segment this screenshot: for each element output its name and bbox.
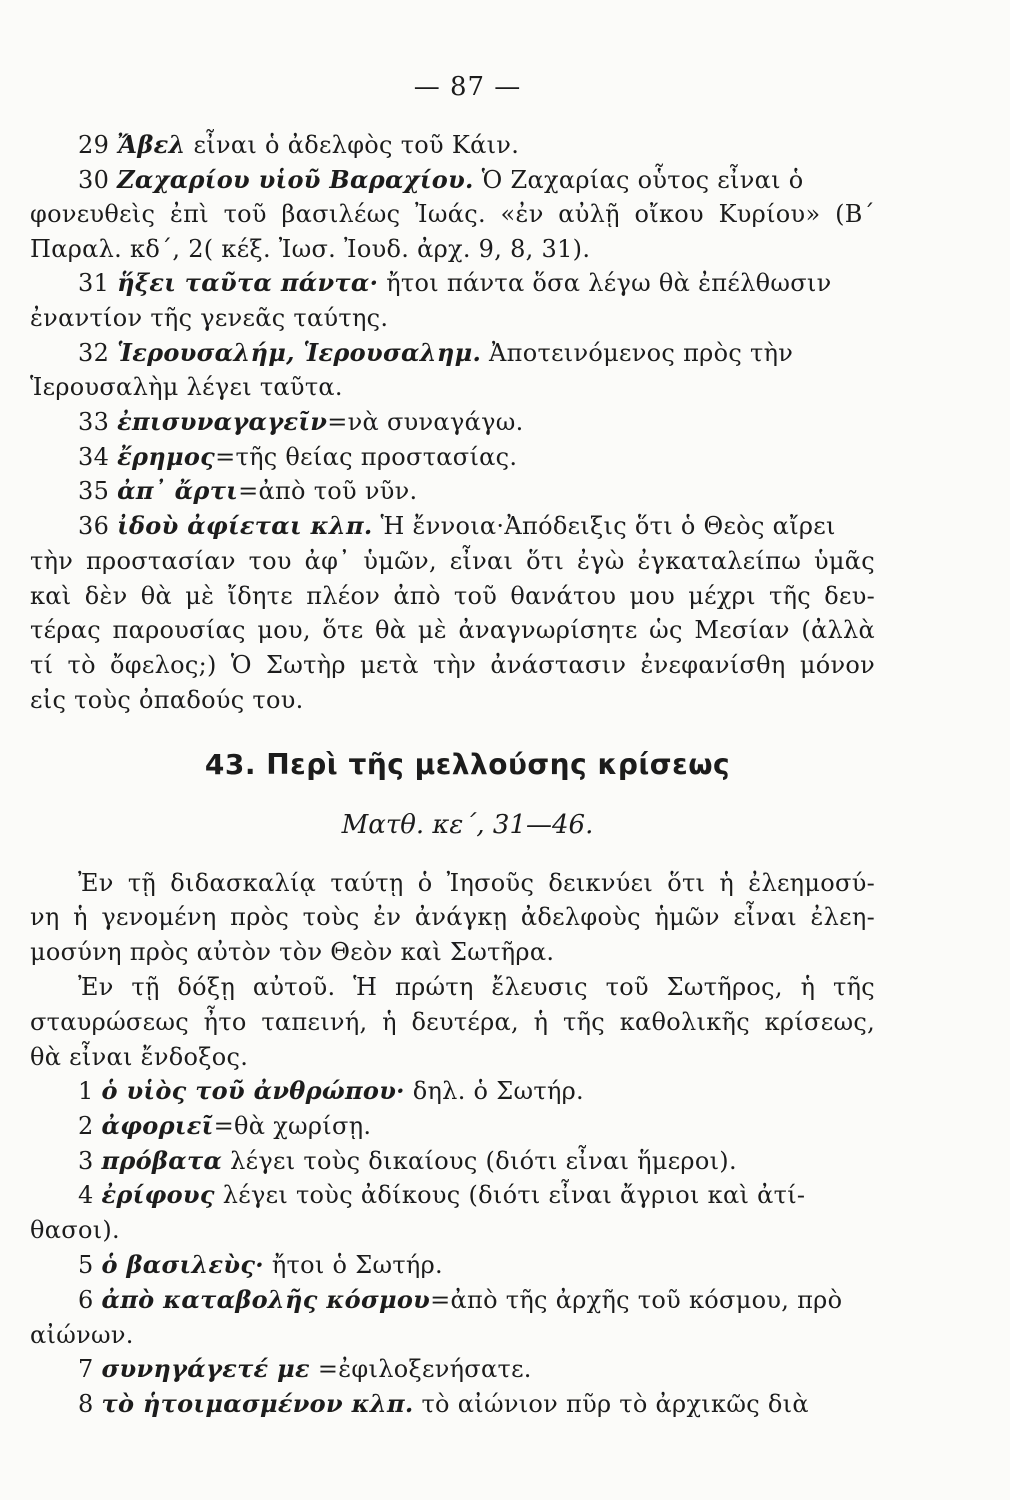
note-line: 5 ὁ βασιλεὺς· ἤτοι ὁ Σωτήρ. [78,1250,443,1279]
note-line: 2 ἀφοριεῖ=θὰ χωρίσῃ. [78,1111,372,1140]
paragraph-line: θὰ εἶναι ἔνδοξος. [30,1043,249,1071]
note-line: 36 ἰδοὺ ἀφίεται κλπ. Ἡ ἔννοια·Ἀπόδειξις ὅτι ὁ Θεὸς αἴρει [78,511,836,540]
note-line: Παραλ. κδ´, 2( κέξ. Ἰωσ. Ἰουδ. ἀρχ. 9, 8, 31). [30,235,591,263]
note-line: ἐναντίον τῆς γενεᾶς ταύτης. [30,304,389,332]
page-number: — 87 — [413,72,522,102]
note-line: τί τὸ ὄφελος;) Ὁ Σωτὴρ μετὰ τὴν ἀνάστασιν ἐνεφανίσθη μόνον [30,651,875,679]
note-line: τέρας παρουσίας μου, ὅτε θὰ μὲ ἀναγνωρίσητε ὡς Μεσίαν (ἀλλὰ [30,616,875,644]
note-line: 4 ἐρίφους λέγει τοὺς ἀδίκους (διότι εἶναι ἄγριοι καὶ ἀτί- [78,1180,806,1209]
note-line: 31 ἥξει ταῦτα πάντα· ἤτοι πάντα ὅσα λέγω θὰ ἐπέλθωσιν [78,268,832,297]
note-line: 6 ἀπὸ καταβολῆς κόσμου=ἀπὸ τῆς ἀρχῆς τοῦ κόσμου, πρὸ [78,1285,843,1314]
note-line: 7 συνηγάγετέ με =ἐφιλοξενήσατε. [78,1354,532,1383]
note-line: 30 Ζαχαρίου υἱοῦ Βαραχίου. Ὁ Ζαχαρίας οὗτος εἶναι ὁ [78,165,804,194]
paragraph-line: μοσύνη πρὸς αὐτὸν τὸν Θεὸν καὶ Σωτῆρα. [30,938,555,966]
note-line: θασοι). [30,1216,120,1244]
note-line: 34 ἔρημος=τῆς θείας προστασίας. [78,442,518,471]
note-line: τὴν προστασίαν του ἀφ᾽ ὑμῶν, εἶναι ὅτι ἐγὼ ἐγκαταλείπω ὑμᾶς [30,547,875,575]
section-heading: 43. Περὶ τῆς μελλούσης κρίσεως [204,748,731,781]
note-line: 33 ἐπισυναγαγεῖν=νὰ συναγάγω. [78,407,524,436]
note-line: φονευθεὶς ἐπὶ τοῦ βασιλέως Ἰωάς. «ἐν αὐλῇ οἴκου Κυρίου» (Β´ [30,200,875,228]
note-line: 1 ὁ υἱὸς τοῦ ἀνθρώπου· δηλ. ὁ Σωτήρ. [78,1076,584,1105]
note-line: Ἱερουσαλὴμ λέγει ταῦτα. [30,373,343,401]
note-line: εἰς τοὺς ὀπαδούς του. [30,686,304,714]
note-line: 29 Ἄβελ εἶναι ὁ ἀδελφὸς τοῦ Κάιν. [78,130,520,159]
paragraph-line: σταυρώσεως ἦτο ταπεινή, ἡ δευτέρα, ἡ τῆς καθολικῆς κρίσεως, [30,1008,875,1036]
note-line: αἰώνων. [30,1321,134,1349]
paragraph-line: Ἐν τῇ δόξῃ αὐτοῦ. Ἡ πρώτη ἔλευσις τοῦ Σωτῆρος, ἡ τῆς [78,973,875,1001]
scripture-reference: Ματθ. κε´, 31—46. [341,810,594,840]
note-line: 35 ἀπ᾽ ἄρτι=ἀπὸ τοῦ νῦν. [78,476,418,505]
note-line: 8 τὸ ἡτοιμασμένον κλπ. τὸ αἰώνιον πῦρ τὸ ἀρχικῶς διὰ [78,1389,809,1418]
note-line: καὶ δὲν θὰ μὲ ἴδητε πλέον ἀπὸ τοῦ θανάτου μου μέχρι τῆς δευ- [30,582,875,610]
note-line: 32 Ἱερουσαλήμ, Ἱερουσαλημ. Ἀποτεινόμενος πρὸς τὴν [78,338,794,367]
paragraph-line: νη ἡ γενομένη πρὸς τοὺς ἐν ἀνάγκῃ ἀδελφοὺς ἡμῶν εἶναι ἐλεη- [30,903,875,931]
note-line: 3 πρόβατα λέγει τοὺς δικαίους (διότι εἶναι ἥμεροι). [78,1146,737,1175]
paragraph-line: Ἐν τῇ διδασκαλίᾳ ταύτῃ ὁ Ἰησοῦς δεικνύει ὅτι ἡ ἐλεημοσύ- [78,869,875,897]
